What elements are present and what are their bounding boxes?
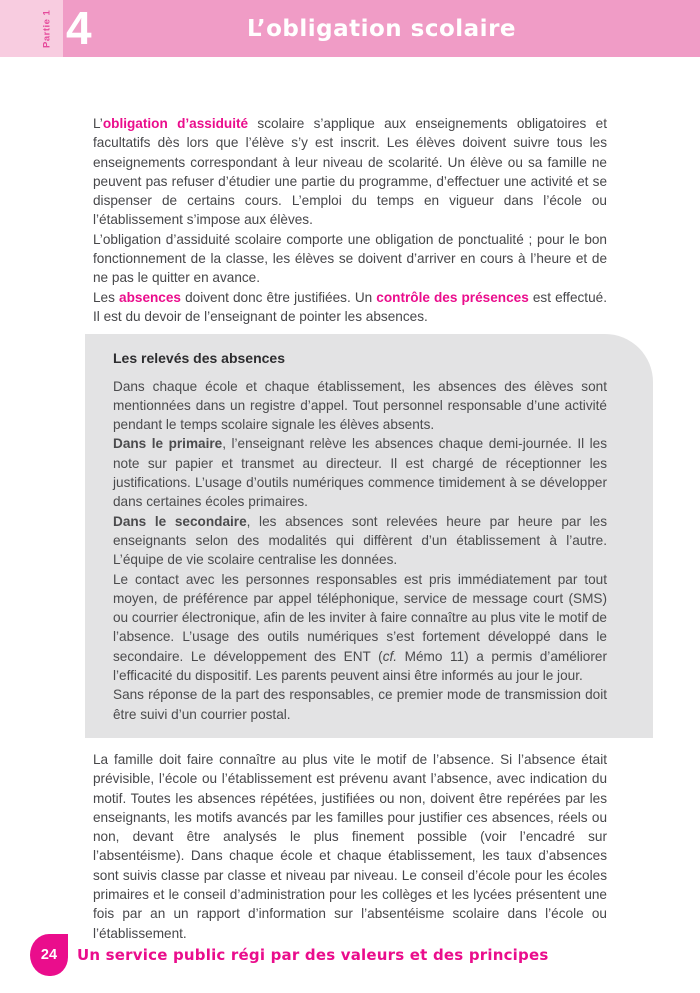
highlight-term: absences bbox=[119, 289, 181, 305]
highlight-term: obligation d’assiduité bbox=[102, 116, 249, 131]
text-run: Mémo 11) a permis d’améliorer l’efficacité du dispositif. Les parents peuvent ainsi être informés au jour le jour. bbox=[113, 648, 607, 684]
highlight-term: contrôle des présences bbox=[376, 289, 529, 305]
text-run: La famille doit faire connaître au plus vite le motif de l’absence. Si l’absence était prévisible, l’école ou l’établissement est prévenu avant l’absence, avec indication du motif. Toutes les absences répétées, justifiées ou non, doivent être repérées par les enseignants, les motifs avancés par les familles pour justifier ces absences, réels ou non, devant être analysés le plus finement possible (voir l’encadré sur l’absentéisme). Dans chaque école et chaque établissement, les taux d’absences sont suivis classe par classe et niveau par niveau. Le conseil d’école pour les écoles primaires et le conseil d’administration pour les collèges et les lycées présentent une fois par an un rapport d’information sur l’absentéisme scolaire dans l’école ou l’établissement. bbox=[93, 751, 607, 941]
text-run: Dans le secondaire bbox=[113, 513, 247, 529]
text-run: cf. bbox=[382, 648, 398, 664]
text-run: doivent donc être justifiées. Un bbox=[180, 289, 377, 305]
text-run: Sans réponse de la part des responsables, ce premier mode de transmission doit être suivi d’un courrier postal. bbox=[113, 687, 607, 722]
info-box-paragraphs bbox=[113, 377, 607, 724]
body-paragraphs bbox=[93, 114, 607, 326]
info-box bbox=[85, 334, 653, 738]
text-run: , les absences sont relevées heure par heure par les enseignants selon des modalités qui diffèrent d’un établissement à l’autre. L’équipe de vie scolaire centralise les données. bbox=[113, 513, 607, 568]
page-footer bbox=[30, 934, 548, 976]
page-content bbox=[93, 114, 607, 943]
page-title: L’obligation scolaire bbox=[246, 15, 517, 42]
paragraph bbox=[113, 570, 607, 686]
paragraph bbox=[113, 377, 607, 435]
text-run: L’obligation d’assiduité scolaire comporte une obligation de ponctualité ; pour le bon fonctionnement de la classe, les élèves se doivent d’arriver en cours à l’heure et de ne pas le quitter en avance. bbox=[93, 231, 607, 286]
text-run: Le contact avec les personnes responsables est pris immédiatement par tout moyen, de préférence par appel téléphonique, service de message court (SMS) ou courrier électronique, afin de les inviter à faire connaître au plus vite le motif de l’absence. L’usage des outils numériques s’est fortement développé dans le secondaire. Le développement des ENT ( bbox=[113, 571, 607, 664]
text-run: est effectué. Il est du devoir de l’enseignant de pointer les absences. bbox=[93, 289, 607, 324]
text-run: , l’enseignant relève les absences chaque demi-journée. Il les note sur papier et transmet au directeur. Il est chargé de réceptionner les justifications. L’usage d’outils numériques commence timidement à se développer dans certaines écoles primaires. bbox=[113, 436, 607, 510]
footer-section-title: Un service public régi par des valeurs et des principes bbox=[77, 946, 549, 964]
paragraph bbox=[113, 434, 607, 511]
paragraph bbox=[113, 685, 607, 724]
part-label: Partie 1 bbox=[41, 9, 53, 48]
text-run: L’ bbox=[93, 116, 103, 131]
paragraph bbox=[93, 750, 607, 943]
page-header bbox=[0, 0, 700, 57]
closing-paragraphs bbox=[93, 750, 607, 943]
text-run: Dans chaque école et chaque établissement, les absences des élèves sont mentionnées dans un registre d’appel. Tout personnel responsable d’une activité pendant le temps scolaire signale les élèves absents. bbox=[113, 378, 607, 433]
chapter-number: 4 bbox=[66, 2, 92, 54]
paragraph bbox=[93, 114, 607, 230]
info-box-title: Les relevés des absences bbox=[113, 350, 286, 367]
paragraph bbox=[93, 230, 607, 288]
text-run: scolaire s’applique aux enseignements obligatoires et facultatifs dès lors que l’élève s’y est inscrit. Les élèves doivent suivre tous les enseignements correspondant à leur niveau de scolarité. Un élève ou sa famille ne peuvent pas refuser d’étudier une partie du programme, d’effectuer une activité et se dispenser de certains cours. L’emploi du temps en vigueur dans l’école ou l’établissement s’impose aux élèves. bbox=[93, 116, 607, 228]
text-run: Les bbox=[93, 289, 120, 305]
page-number-badge: 24 bbox=[30, 934, 68, 976]
paragraph bbox=[113, 512, 607, 570]
paragraph bbox=[93, 288, 607, 327]
text-run: Dans le primaire bbox=[113, 436, 223, 452]
